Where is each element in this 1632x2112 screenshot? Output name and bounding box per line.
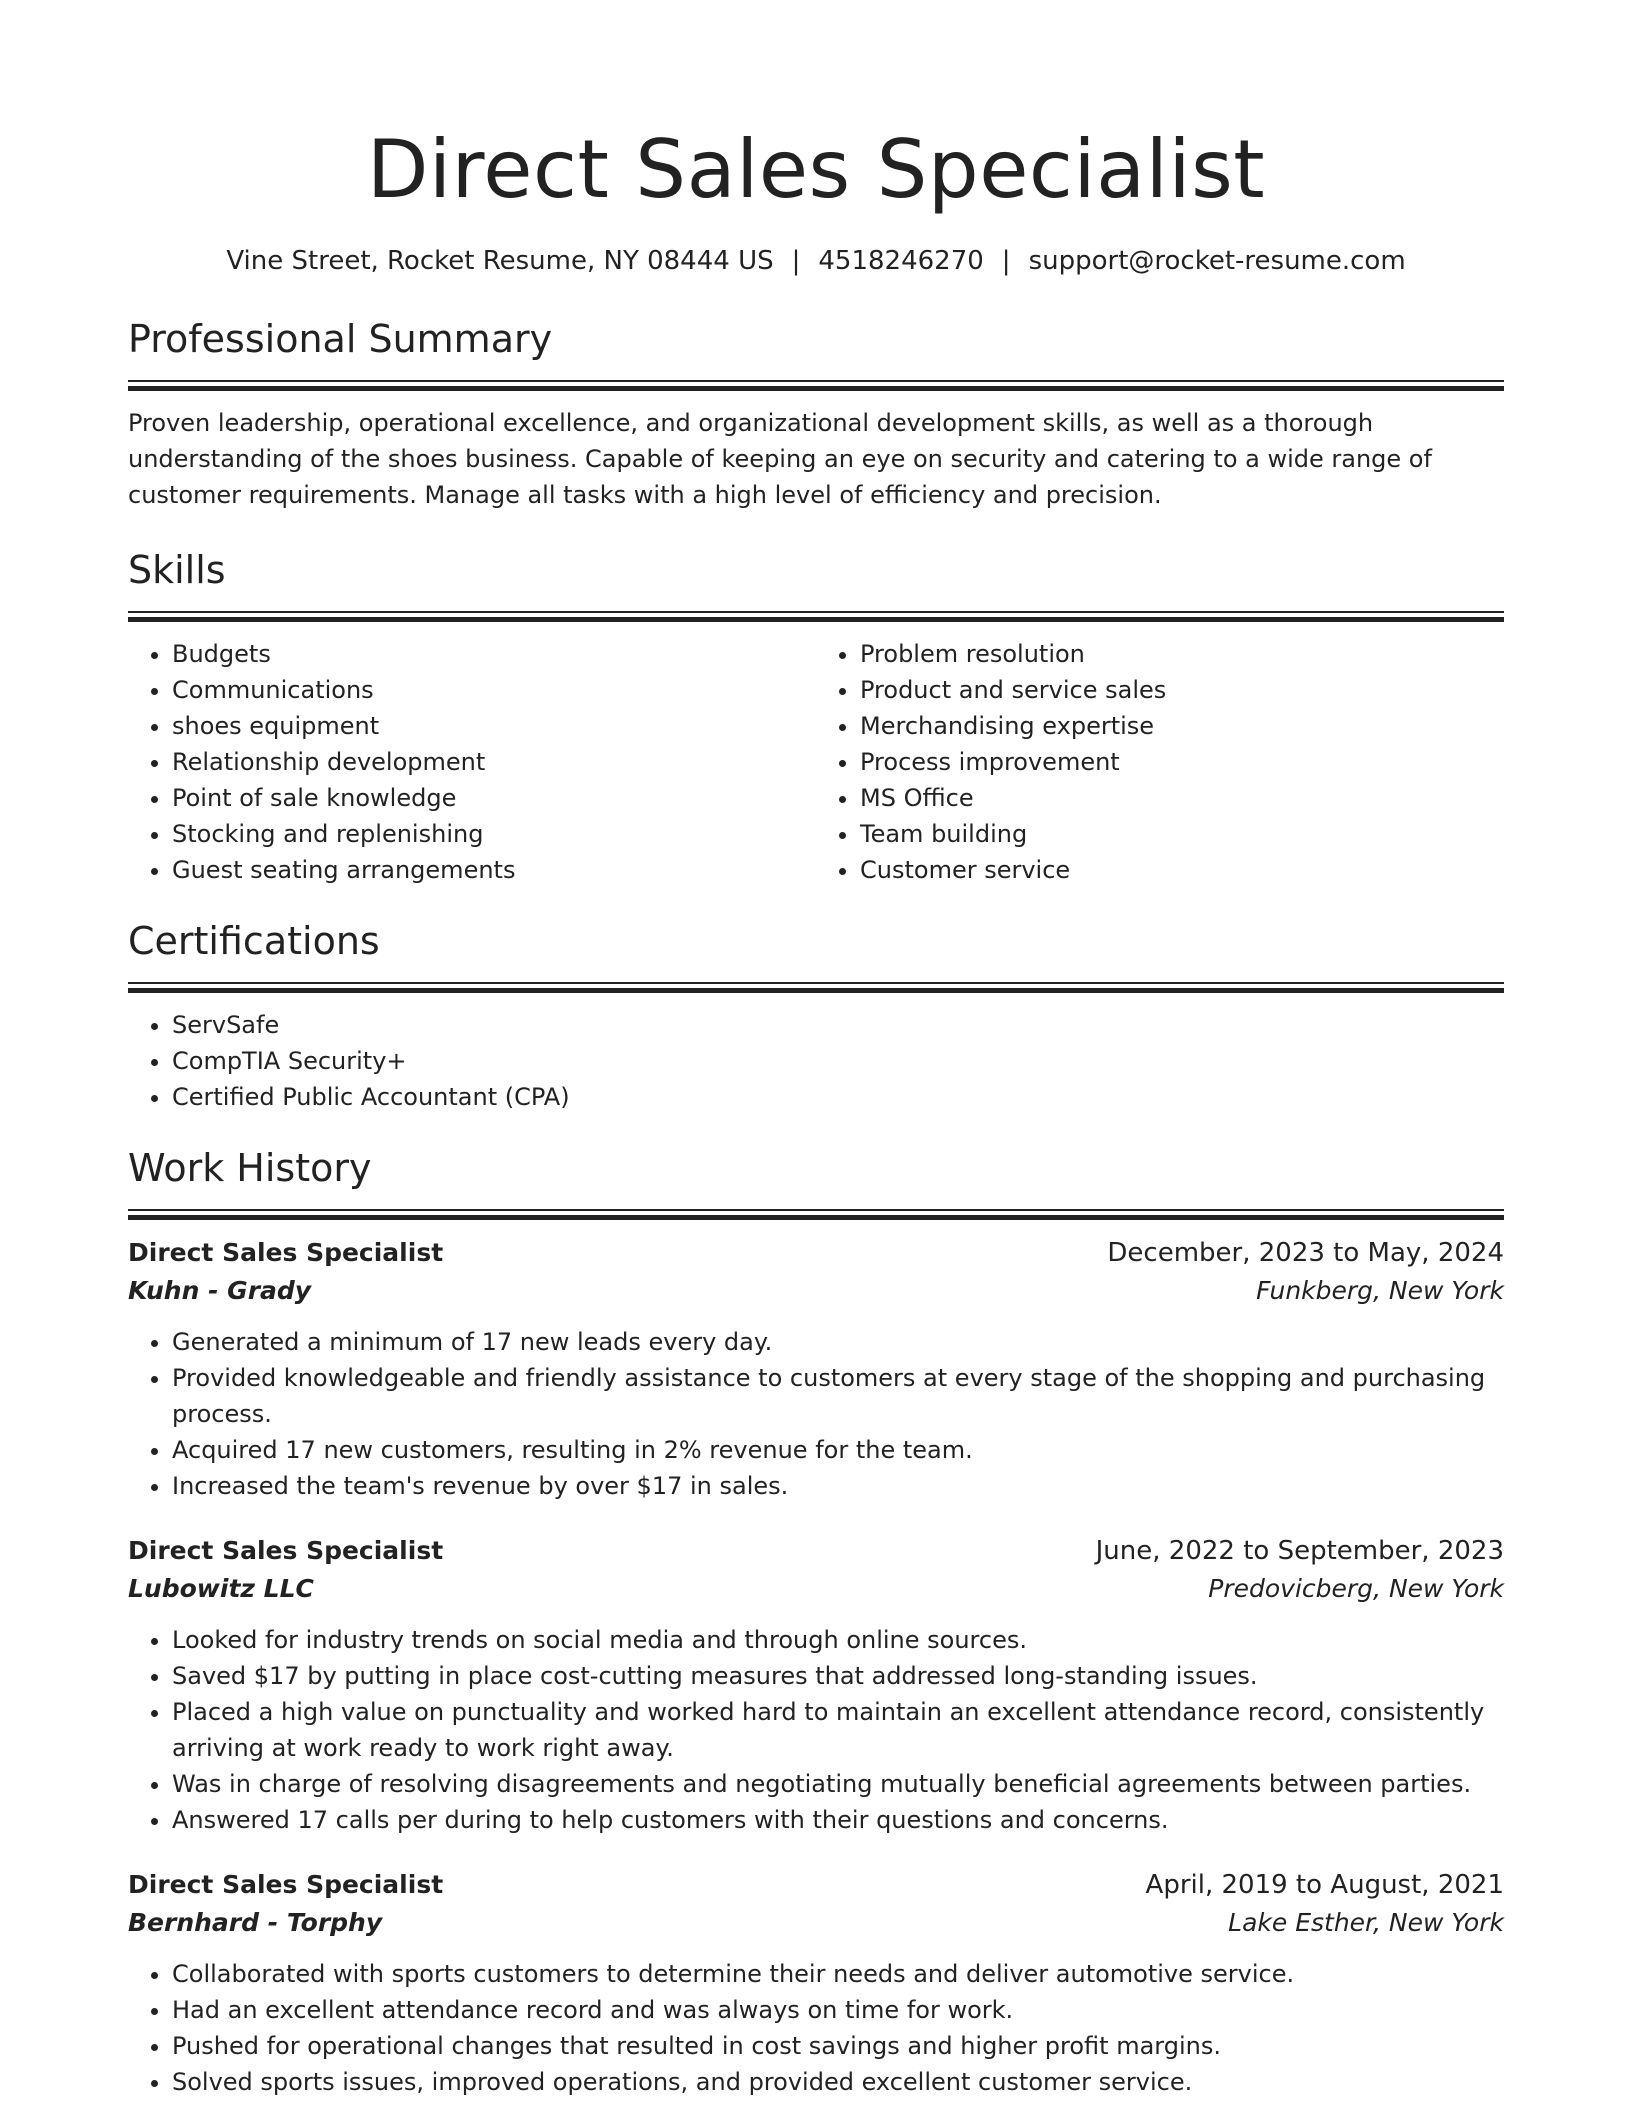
- skill-item: • Budgets: [172, 636, 816, 672]
- summary-text: Proven leadership, operational excellence, and organizational development skills, as well as a thorough understanding of the shoes business. Capable of keeping an eye on security and catering to a wide range of customer requirements. Manage all tasks with a high level of efficiency and precision.: [128, 409, 1432, 509]
- job-bullet: • Collaborated with sports customers to determine their needs and deliver automotive service.: [172, 1956, 1504, 1992]
- skill-item: • Stocking and replenishing: [172, 816, 816, 852]
- contact-phone: 4518246270: [818, 246, 984, 276]
- skill-item: • Product and service sales: [860, 672, 1504, 708]
- job-dates: June, 2022 to September, 2023: [1095, 1536, 1504, 1566]
- skill-item: • Communications: [172, 672, 816, 708]
- contact-separator: |: [1001, 246, 1011, 276]
- job-entry: [128, 1532, 1504, 1838]
- skill-item: • Guest seating arrangements: [172, 852, 816, 888]
- skill-item: • Merchandising expertise: [860, 708, 1504, 744]
- contact-email: support@rocket-resume.com: [1028, 246, 1406, 276]
- job-dates: December, 2023 to May, 2024: [1107, 1238, 1504, 1268]
- section-title-work-history: Work History: [128, 1146, 372, 1190]
- section-divider: [128, 982, 1504, 993]
- section-divider: [128, 380, 1504, 391]
- skill-item: • Team building: [860, 816, 1504, 852]
- certification-item: • ServSafe: [172, 1007, 1504, 1043]
- job-bullet-list: [128, 1622, 1504, 1838]
- section-divider: [128, 611, 1504, 622]
- job-bullet: • Placed a high value on punctuality and worked hard to maintain an excellent attendance record, consistently arriving at work ready to work right away.: [172, 1694, 1504, 1766]
- resume-page: [128, 0, 1504, 2100]
- job-entry: [128, 1866, 1504, 2100]
- skill-item: • Problem resolution: [860, 636, 1504, 672]
- certification-item: • CompTIA Security+: [172, 1043, 1504, 1079]
- job-bullet-list: [128, 1324, 1504, 1504]
- job-bullet: • Acquired 17 new customers, resulting in 2% revenue for the team.: [172, 1432, 1504, 1468]
- contact-separator: |: [791, 246, 801, 276]
- skill-item: • Relationship development: [172, 744, 816, 780]
- section-title-skills: Skills: [128, 548, 226, 592]
- job-dates: April, 2019 to August, 2021: [1145, 1870, 1504, 1900]
- job-entry: [128, 1234, 1504, 1504]
- job-company: Kuhn - Grady: [128, 1276, 312, 1305]
- summary-section: [128, 317, 1504, 513]
- job-company: Lubowitz LLC: [128, 1574, 314, 1603]
- skill-item: • shoes equipment: [172, 708, 816, 744]
- job-title: Direct Sales Specialist: [128, 1238, 444, 1267]
- job-location: Predovicberg, New York: [1208, 1574, 1504, 1603]
- skill-item: • Point of sale knowledge: [172, 780, 816, 816]
- section-divider: [128, 1209, 1504, 1220]
- work-history-section: [128, 1146, 1504, 2100]
- skill-item: • MS Office: [860, 780, 1504, 816]
- certifications-section: [128, 919, 1504, 1115]
- job-bullet: • Saved $17 by putting in place cost-cutting measures that addressed long-standing issues.: [172, 1658, 1504, 1694]
- skills-list-right: [816, 636, 1504, 888]
- job-bullet: • Increased the team's revenue by over $17 in sales.: [172, 1468, 1504, 1504]
- job-title: Direct Sales Specialist: [128, 1536, 444, 1565]
- job-title: Direct Sales Specialist: [128, 1870, 444, 1899]
- resume-name: Direct Sales Specialist: [366, 123, 1266, 216]
- job-bullet: • Looked for industry trends on social media and through online sources.: [172, 1622, 1504, 1658]
- job-bullet-list: [128, 1956, 1504, 2100]
- contact-line: [128, 246, 1504, 276]
- job-bullet: • Was in charge of resolving disagreements and negotiating mutually beneficial agreements between parties.: [172, 1766, 1504, 1802]
- certification-item: • Certified Public Accountant (CPA): [172, 1079, 1504, 1115]
- job-bullet: • Provided knowledgeable and friendly assistance to customers at every stage of the shopping and purchasing process.: [172, 1360, 1504, 1432]
- job-bullet: • Pushed for operational changes that resulted in cost savings and higher profit margins.: [172, 2028, 1504, 2064]
- skills-section: [128, 548, 1504, 888]
- job-company: Bernhard - Torphy: [128, 1908, 383, 1937]
- skill-item: • Customer service: [860, 852, 1504, 888]
- job-bullet: • Solved sports issues, improved operations, and provided excellent customer service.: [172, 2064, 1504, 2100]
- job-location: Funkberg, New York: [1256, 1276, 1504, 1305]
- section-title-summary: Professional Summary: [128, 317, 553, 361]
- job-location: Lake Esther, New York: [1228, 1908, 1504, 1937]
- job-bullet: • Generated a minimum of 17 new leads every day.: [172, 1324, 1504, 1360]
- certifications-list: [128, 1007, 1504, 1115]
- skills-list-left: [128, 636, 816, 888]
- job-bullet: • Had an excellent attendance record and was always on time for work.: [172, 1992, 1504, 2028]
- skills-columns: [128, 636, 1504, 888]
- job-bullet: • Answered 17 calls per during to help customers with their questions and concerns.: [172, 1802, 1504, 1838]
- section-title-certifications: Certifications: [128, 919, 380, 963]
- skill-item: • Process improvement: [860, 744, 1504, 780]
- contact-address: Vine Street, Rocket Resume, NY 08444 US: [226, 246, 774, 276]
